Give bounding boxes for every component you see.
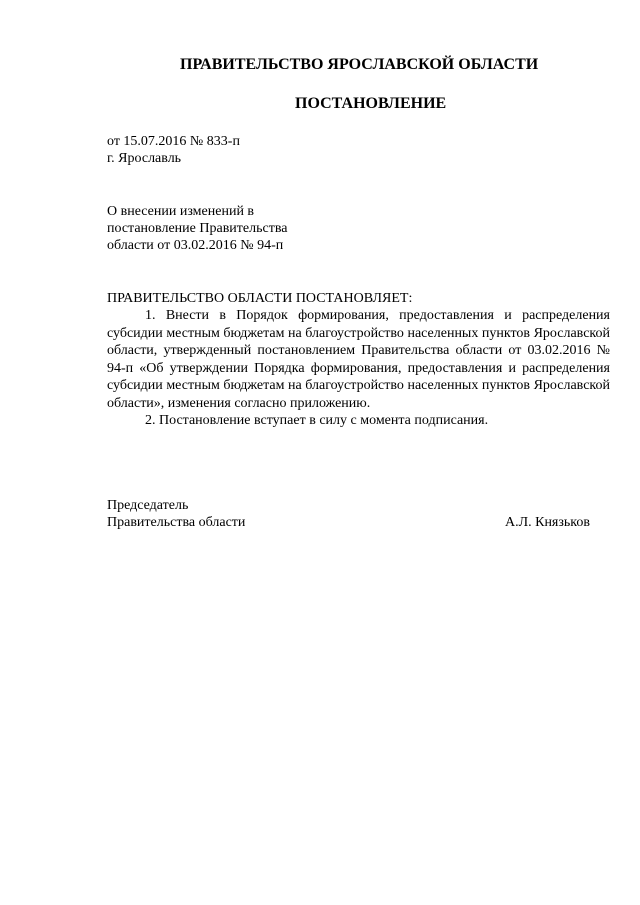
decree-paragraph-2: 2. Постановление вступает в силу с момента подписания. — [145, 413, 489, 428]
city: г. Ярославль — [107, 151, 182, 166]
signatory-name: А.Л. Князьков — [505, 515, 590, 530]
decree-paragraph-1: 1. Внести в Порядок формирования, предоставления и распределения субсидии местным бюджетам на благоустройство населенных пунктов Ярославской области, утвержденный постановлением Правительства области от 03.02.2016 № 94-п «Об утверждении Порядка формирования, предоставления и распределения субсидии местным бюджетам на благоустройство населенных пунктов Ярославской области», изменения согласно приложению. — [107, 308, 610, 411]
decree-body — [107, 307, 610, 430]
document-subject — [107, 203, 287, 254]
date-number: от 15.07.2016 № 833-п — [107, 134, 240, 149]
subject-line-3: области от 03.02.2016 № 94-п — [107, 238, 284, 253]
signature-row — [107, 514, 590, 531]
subject-line-1: О внесении изменений в — [107, 204, 255, 219]
document-type-title: ПОСТАНОВЛЕНИЕ — [295, 95, 447, 112]
signature-position-1: Председатель — [107, 498, 189, 513]
signature-block — [107, 497, 590, 531]
organization-title: ПРАВИТЕЛЬСТВО ЯРОСЛАВСКОЙ ОБЛАСТИ — [180, 56, 539, 73]
document-meta — [107, 133, 240, 167]
decree-heading: ПРАВИТЕЛЬСТВО ОБЛАСТИ ПОСТАНОВЛЯЕТ: — [107, 291, 413, 306]
signature-position-2: Правительства области — [107, 515, 246, 530]
subject-line-2: постановление Правительства — [107, 221, 288, 236]
